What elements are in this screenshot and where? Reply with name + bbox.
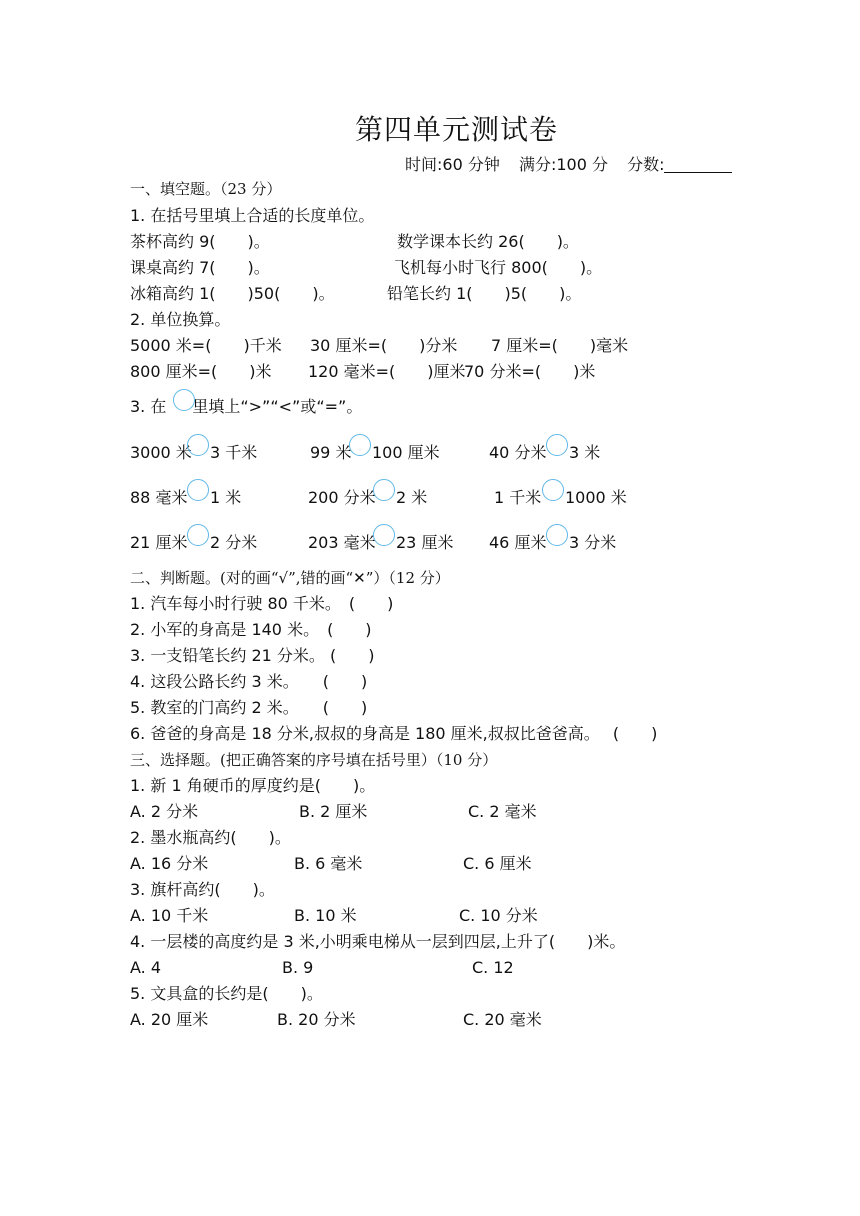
compare-left: 21 厘米 xyxy=(130,533,188,552)
compare-left: 40 分米 xyxy=(489,443,547,462)
compare-left: 99 米 xyxy=(310,443,352,462)
time-label: 时间:60 分钟 xyxy=(405,155,500,174)
compare-right: 100 厘米 xyxy=(372,443,440,462)
choice-option-a: A. 4 xyxy=(130,958,162,977)
q1-item: 茶杯高约 9( )。 xyxy=(130,232,270,251)
compare-right: 3 千米 xyxy=(210,443,258,462)
q1-item: 飞机每小时飞行 800( )。 xyxy=(394,258,603,277)
exam-meta xyxy=(405,154,746,176)
q2-item: 800 厘米=( )米 xyxy=(130,362,272,381)
q2-item: 70 分米=( )米 xyxy=(464,362,596,381)
q2-item: 30 厘米=( )分米 xyxy=(310,336,458,355)
answer-circle-icon xyxy=(173,389,195,411)
q2-heading: 2. 单位换算。 xyxy=(130,310,231,329)
compare-left: 1 千米 xyxy=(494,488,542,507)
choice-option-c: C. 12 xyxy=(472,958,514,977)
choice-option-a: A. 10 千米 xyxy=(130,906,209,925)
compare-circle[interactable] xyxy=(187,524,209,546)
compare-right: 23 厘米 xyxy=(396,533,454,552)
compare-circle[interactable] xyxy=(373,479,395,501)
section-heading-choice: 三、选择题。(把正确答案的序号填在括号里）（10 分） xyxy=(130,751,498,769)
page-title: 第四单元测试卷 xyxy=(355,113,559,146)
q1-item: 铅笔长约 1( )5( )。 xyxy=(387,284,582,303)
choice-option-a: A. 16 分米 xyxy=(130,854,209,873)
choice-option-c: C. 10 分米 xyxy=(459,906,538,925)
compare-circle[interactable] xyxy=(373,524,395,546)
section-heading-judge: 二、判断题。(对的画“√”,错的画“✕”）（12 分） xyxy=(130,569,450,587)
choice-option-c: C. 2 毫米 xyxy=(468,802,537,821)
choice-option-a: A. 20 厘米 xyxy=(130,1010,209,1029)
compare-left: 88 毫米 xyxy=(130,488,188,507)
compare-right: 1000 米 xyxy=(565,488,627,507)
compare-left: 3000 米 xyxy=(130,443,192,462)
compare-circle[interactable] xyxy=(542,479,564,501)
q2-item: 120 毫米=( )厘米 xyxy=(308,362,466,381)
choice-option-b: B. 9 xyxy=(282,958,314,977)
q1-item: 课桌高约 7( )。 xyxy=(130,258,270,277)
compare-circle[interactable] xyxy=(187,479,209,501)
judge-item: 4. 这段公路长约 3 米。 ( ) xyxy=(130,672,368,691)
q1-heading: 1. 在括号里填上合适的长度单位。 xyxy=(130,206,375,225)
choice-question: 2. 墨水瓶高约( )。 xyxy=(130,828,291,847)
section-heading-fill: 一、填空题。（23 分） xyxy=(130,180,282,198)
choice-option-b: B. 10 米 xyxy=(294,906,357,925)
score-blank[interactable] xyxy=(664,156,732,173)
q2-item: 7 厘米=( )毫米 xyxy=(491,336,629,355)
judge-item: 1. 汽车每小时行驶 80 千米。 ( ) xyxy=(130,594,394,613)
compare-left: 200 分米 xyxy=(308,488,376,507)
judge-item: 3. 一支铅笔长约 21 分米。 ( ) xyxy=(130,646,375,665)
compare-circle[interactable] xyxy=(546,524,568,546)
choice-option-b: B. 20 分米 xyxy=(277,1010,356,1029)
q1-item: 数学课本长约 26( )。 xyxy=(397,232,579,251)
judge-item: 6. 爸爸的身高是 18 分米,叔叔的身高是 180 厘米,叔叔比爸爸高。 ( ) xyxy=(130,724,658,743)
q2-item: 5000 米=( )千米 xyxy=(130,336,282,355)
full-score-label: 满分:100 分 xyxy=(518,155,608,174)
q3-heading-start: 3. 在 xyxy=(130,397,167,416)
choice-option-c: C. 6 厘米 xyxy=(463,854,532,873)
choice-question: 1. 新 1 角硬币的厚度约是( )。 xyxy=(130,776,376,795)
compare-right: 2 米 xyxy=(396,488,428,507)
compare-right: 1 米 xyxy=(210,488,242,507)
judge-item: 2. 小军的身高是 140 米。 ( ) xyxy=(130,620,372,639)
q1-item: 冰箱高约 1( )50( )。 xyxy=(130,284,335,303)
choice-option-a: A. 2 分米 xyxy=(130,802,199,821)
compare-right: 3 米 xyxy=(569,443,601,462)
compare-right: 2 分米 xyxy=(210,533,258,552)
compare-circle[interactable] xyxy=(349,434,371,456)
judge-item: 5. 教室的门高约 2 米。 ( ) xyxy=(130,698,368,717)
compare-left: 203 毫米 xyxy=(308,533,376,552)
compare-left: 46 厘米 xyxy=(489,533,547,552)
compare-circle[interactable] xyxy=(546,434,568,456)
q3-heading xyxy=(130,397,362,417)
choice-question: 5. 文具盒的长约是( )。 xyxy=(130,984,323,1003)
choice-option-b: B. 6 毫米 xyxy=(294,854,363,873)
choice-option-b: B. 2 厘米 xyxy=(299,802,368,821)
choice-question: 3. 旗杆高约( )。 xyxy=(130,880,275,899)
q3-heading-end: 里填上“>”“<”或“=”。 xyxy=(192,397,363,416)
choice-option-c: C. 20 毫米 xyxy=(463,1010,542,1029)
compare-circle[interactable] xyxy=(187,434,209,456)
score-label: 分数: xyxy=(627,155,665,174)
compare-right: 3 分米 xyxy=(569,533,617,552)
choice-question: 4. 一层楼的高度约是 3 米,小明乘电梯从一层到四层,上升了( )米。 xyxy=(130,932,626,951)
